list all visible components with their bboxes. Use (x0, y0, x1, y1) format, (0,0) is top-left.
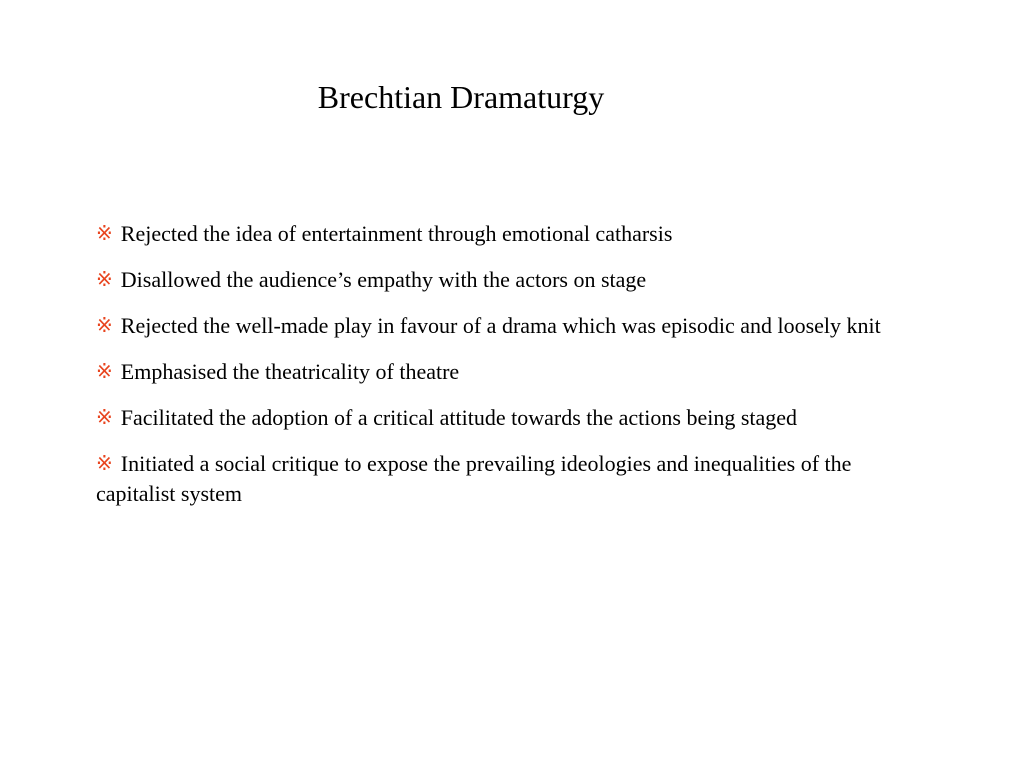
reference-mark-icon: ※ (96, 267, 113, 291)
reference-mark-icon: ※ (96, 359, 113, 383)
bullet-text: Initiated a social critique to expose the prevailing ideologies and inequalities of the capitalist system (96, 451, 852, 506)
reference-mark-icon: ※ (96, 405, 113, 429)
bullet-text: Rejected the well-made play in favour of a drama which was episodic and loosely knit (120, 313, 881, 338)
bullet-item (96, 403, 926, 433)
bullet-text: Disallowed the audience’s empathy with the actors on stage (120, 267, 647, 292)
reference-mark-icon: ※ (96, 451, 113, 475)
bullet-item (96, 265, 926, 295)
slide-title: Brechtian Dramaturgy (317, 79, 605, 115)
bullet-item (96, 219, 926, 249)
bullet-item (96, 357, 926, 387)
bullet-item (96, 311, 926, 341)
bullet-item (96, 449, 926, 509)
bullet-list (96, 219, 926, 525)
reference-mark-icon: ※ (96, 221, 113, 245)
bullet-text: Rejected the idea of entertainment through emotional catharsis (120, 221, 673, 246)
reference-mark-icon: ※ (96, 313, 113, 337)
bullet-text: Facilitated the adoption of a critical attitude towards the actions being staged (120, 405, 798, 430)
bullet-text: Emphasised the theatricality of theatre (120, 359, 460, 384)
